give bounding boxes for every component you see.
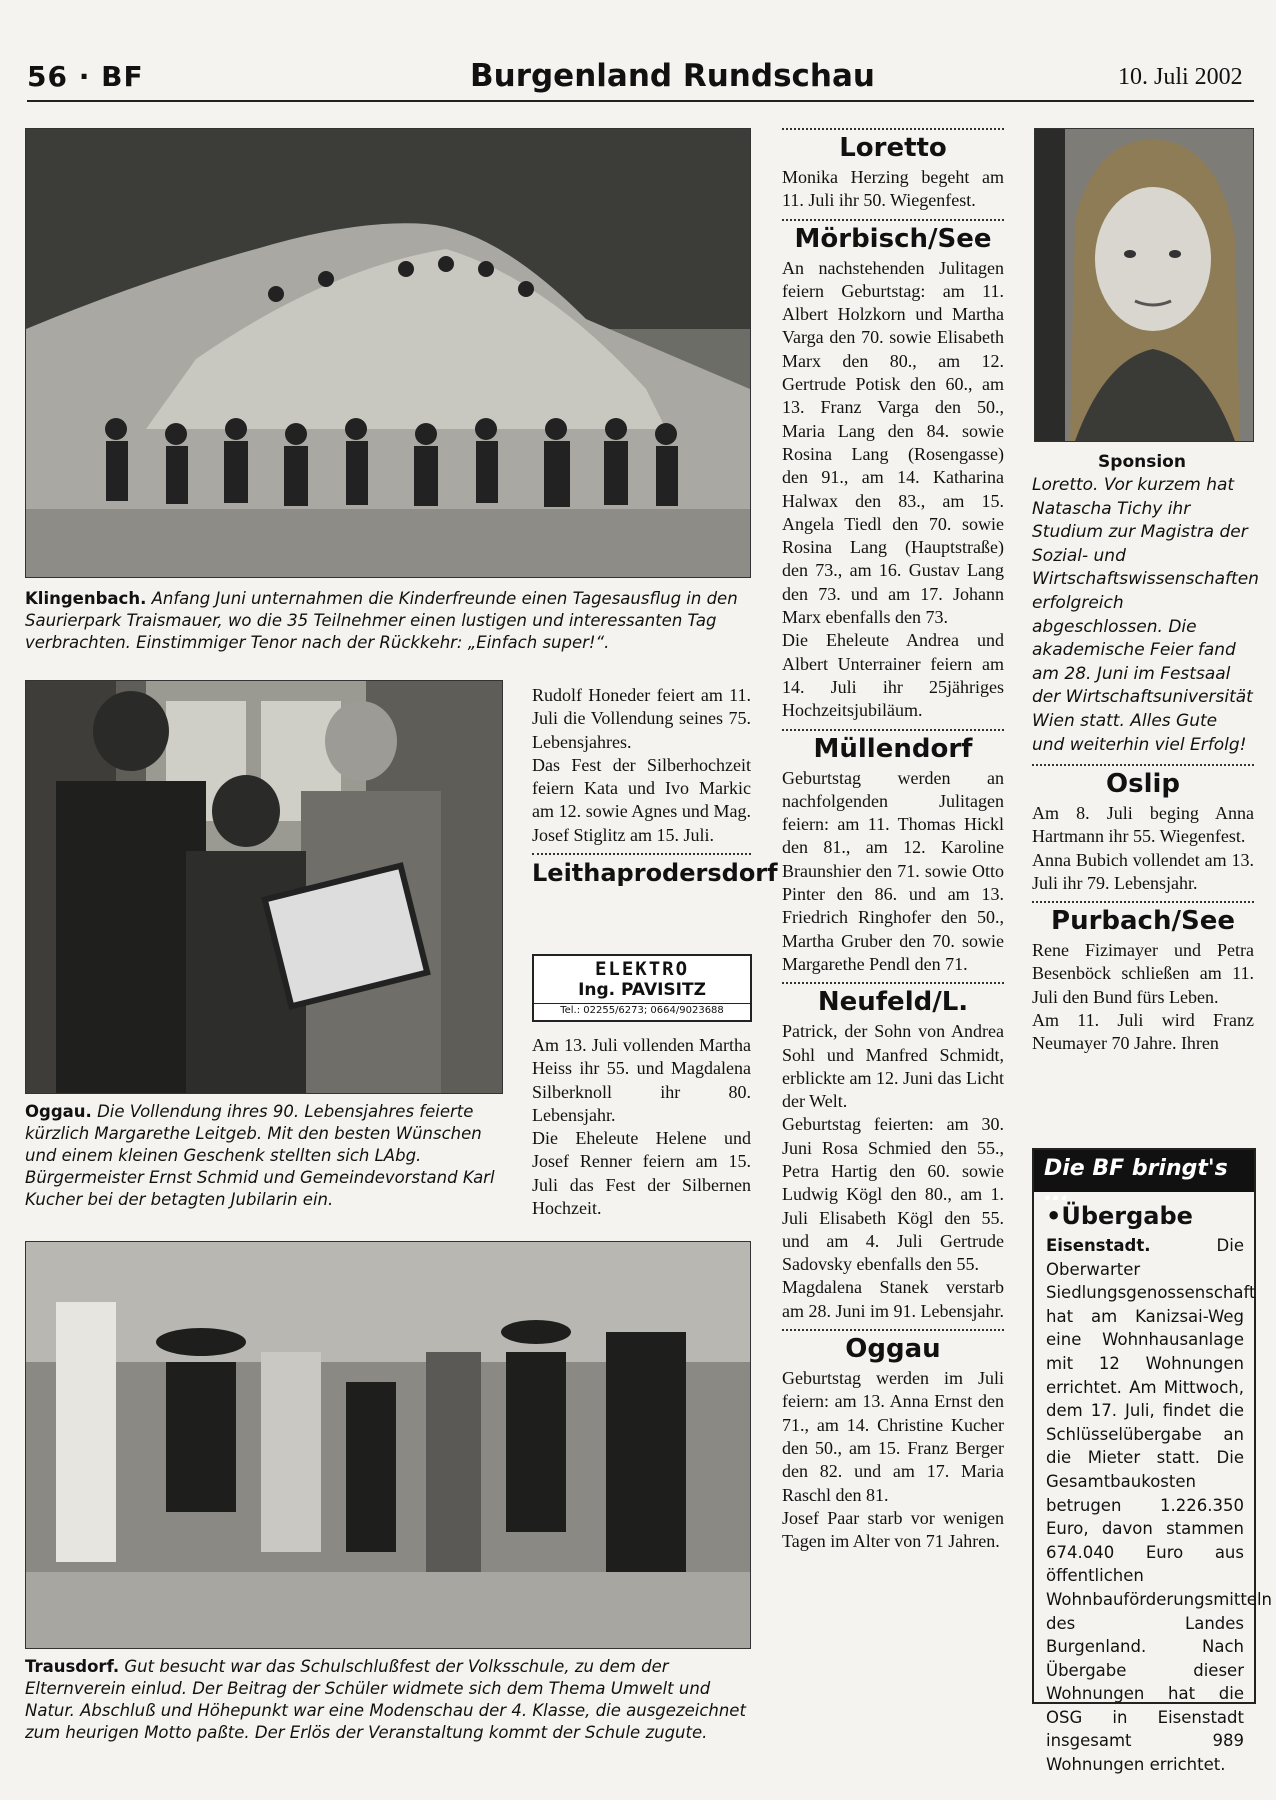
town-heading: Müllendorf [813, 733, 973, 764]
town-heading: Oslip [1105, 769, 1180, 799]
photo-trausdorf-fashion-show [25, 1241, 751, 1649]
article-text: Monika Herzing begeht am 11. Juli ihr 50. Wiegenfest. [782, 167, 1004, 211]
town-heading: Oggau [845, 1334, 941, 1365]
caption-place: Klingenbach. [25, 589, 147, 608]
divider [782, 729, 1004, 731]
divider [782, 219, 1004, 221]
article-text: Anna Bubich vollendet am 13. Juli ihr 79. Lebensjahr. [1032, 849, 1254, 893]
town-heading: Loretto [839, 133, 947, 163]
town-heading: Neufeld/L. [817, 987, 969, 1018]
bf-info-box [1032, 1148, 1272, 1775]
article-text: Rudolf Honeder feiert am 11. Juli die Vollendung seines 75. Lebensjahres. [532, 685, 751, 752]
header-rule [27, 100, 1254, 102]
photo-oggau-jubilee [25, 680, 503, 1094]
bf-box-title: •Übergabe [1046, 1202, 1193, 1230]
divider [1032, 764, 1254, 766]
caption-text: Die Vollendung ihres 90. Lebensjahres feierte kürzlich Margarethe Leitgeb. Mit den besten Wünschen und einem kleinen Geschenk stellten sich LAbg. Bürgermeister Ernst Schmid und Gemeindevorstand Karl Kucher bei der betagten Jubilarin ein. [25, 1102, 495, 1209]
advertisement-elektro [532, 954, 752, 1022]
article-text: Am 8. Juli beging Anna Hartmann ihr 55. Wiegenfest. [1032, 803, 1254, 847]
caption-text: Anfang Juni unternahmen die Kinderfreunde einen Tagesausflug in den Saurierpark Traismauer, wo die 35 Teilnehmer einen lustigen und interessanten Tag verbrachten. Einstimmiger Tenor nach der Rückkehr: „Einfach super!“. [25, 589, 738, 652]
sponsion-text: Loretto. Vor kurzem hat Natascha Tichy ihr Studium zur Magistra der Sozial- und Wirtschaftswissenschaften erfolgreich abgeschlossen. Die akademische Feier fand am 28. Juni im Festsaal der Wirtschaftsuniversität Wien statt. Alles Gute und weiterhin viel Erfolg! [1032, 475, 1259, 755]
issue-date: 10. Juli 2002 [1118, 64, 1243, 90]
caption-oggau [25, 1101, 505, 1211]
bf-box-text [1046, 1234, 1272, 1777]
divider [782, 1329, 1004, 1331]
caption-trausdorf [25, 1656, 753, 1744]
page-number: 56 · BF [27, 60, 144, 93]
town-heading: Leithaprodersdorf [532, 859, 778, 888]
divider [532, 853, 751, 855]
caption-place: Oggau. [25, 1102, 92, 1121]
caption-text: Gut besucht war das Schulschlußfest der Volksschule, zu dem der Elternverein einlud. Der Beitrag der Schüler widmete sich dem Thema Umwelt und Natur. Abschluß und Höhepunkt war eine Modenschau der 4. Klasse, die ausgezeichnet zum heurigen Motto paßte. Der Erlös der Veranstaltung kommt der Schule zugute. [25, 1657, 746, 1742]
column-middle [532, 684, 778, 891]
divider [782, 128, 1004, 130]
caption-klingenbach [25, 588, 753, 654]
column-three [782, 128, 1004, 1553]
article-text: Geburtstag werden im Juli feiern: am 13. Anna Ernst den 71., am 14. Christine Kucher den 50., am 15. Franz Berger den 82. und am 17. Maria Raschl den 81. [782, 1368, 1004, 1505]
photo-klingenbach-group [25, 128, 751, 578]
column-middle-lower [532, 1034, 751, 1220]
article-text: Die Eheleute Andrea und Albert Unterrainer feiern am 14. Juli ihr 25jähriges Hochzeitsjubiläum. [782, 630, 1004, 721]
sponsion-heading: Sponsion [1098, 452, 1186, 472]
ad-line: ELEKTRO [594, 958, 690, 980]
divider [1032, 901, 1254, 903]
article-text: Das Fest der Silberhochzeit feiern Kata und Ivo Markic am 12. sowie Agnes und Mag. Josef Stiglitz am 15. Juli. [532, 754, 751, 845]
town-heading: Mörbisch/See [794, 223, 992, 254]
column-four [1032, 758, 1254, 1056]
article-text: Geburtstag feierten: am 30. Juni Rosa Schmied den 55., Petra Hartig den 60. sowie Ludwig Kögl den 80., am 1. Juli Elisabeth Kögl den 55. und am 4. Juli Gertrude Sadovsky ebenfalls den 55. [782, 1114, 1004, 1275]
newspaper-title: Burgenland Rundschau [470, 58, 875, 94]
ad-phone: Tel.: 02255/6273; 0664/9023688 [534, 1003, 750, 1016]
article-text: Magdalena Stanek verstarb am 28. Juni im 91. Lebensjahr. [782, 1277, 1004, 1321]
article-text: Josef Paar starb vor wenigen Tagen im Alter von 71 Jahren. [782, 1507, 1004, 1552]
caption-place: Trausdorf. [25, 1657, 120, 1676]
article-text: Die Eheleute Helene und Josef Renner feiern am 15. Juli das Fest der Silbernen Hochzeit. [532, 1128, 751, 1219]
article-text: Patrick, der Sohn von Andrea Sohl und Manfred Schmidt, erblickte am 12. Juni das Licht der Welt. [782, 1021, 1004, 1112]
article-text: Am 13. Juli vollenden Martha Heiss ihr 55. und Magdalena Silberknoll ihr 80. Lebensjahr. [532, 1035, 751, 1125]
divider [782, 982, 1004, 984]
bf-box-place: Eisenstadt. [1046, 1236, 1151, 1255]
article-text: Rene Fizimayer und Petra Besenböck schließen am 11. Juli den Bund fürs Leben. [1032, 940, 1254, 1007]
article-text: An nachstehenden Julitagen feiern Geburtstag: am 11. Albert Holzkorn und Martha Varga den 70. sowie Elisabeth Marx den 80., am 12. Gertrude Potisk den 60., am 13. Franz Varga den 50., Maria Lang den 84. sowie Rosina Lang (Rosengasse) den 91., am 14. Katharina Halwax den 83., am 15. Angela Tiedl den 70. sowie Rosina Lang (Hauptstraße) den 73., am 16. Gustav Lang den 73. und am 17. Johann Marx ebenfalls den 73. [782, 257, 1004, 628]
town-heading: Purbach/See [1051, 906, 1235, 937]
ad-line: Ing. PAVISITZ [578, 980, 706, 1000]
article-text: Geburtstag werden an nachfolgenden Julitagen feiern: am 11. Thomas Hickl den 81., am 12. Karoline Braunshier den 71. sowie Otto Pinter den 86. und am 13. Friedrich Ringhofer den 50., Martha Gruber den 70. sowie Margarethe Pendl den 71. [782, 767, 1004, 974]
bf-box-header: Die BF bringt's ... [1034, 1150, 1254, 1192]
bf-box-body: Die Oberwarter Siedlungsgenossenschaft hat am Kanizsai-Weg eine Wohnhausanlage mit 12 Wohnungen errichtet. Am Mittwoch, dem 17. Juli, findet die Schlüsselübergabe an die Mieter statt. Die Gesamtbaukosten betrugen 1.226.350 Euro, davon stammen 674.040 Euro aus öffentlichen Wohnbauförderungsmitteln des Landes Burgenland. Nach Übergabe dieser Wohnungen hat die OSG in Eisenstadt insgesamt 989 Wohnungen errichtet. [1046, 1236, 1272, 1775]
article-text: Am 11. Juli wird Franz Neumayer 70 Jahre. Ihren [1032, 1010, 1254, 1054]
photo-natascha-tichy [1034, 128, 1254, 442]
